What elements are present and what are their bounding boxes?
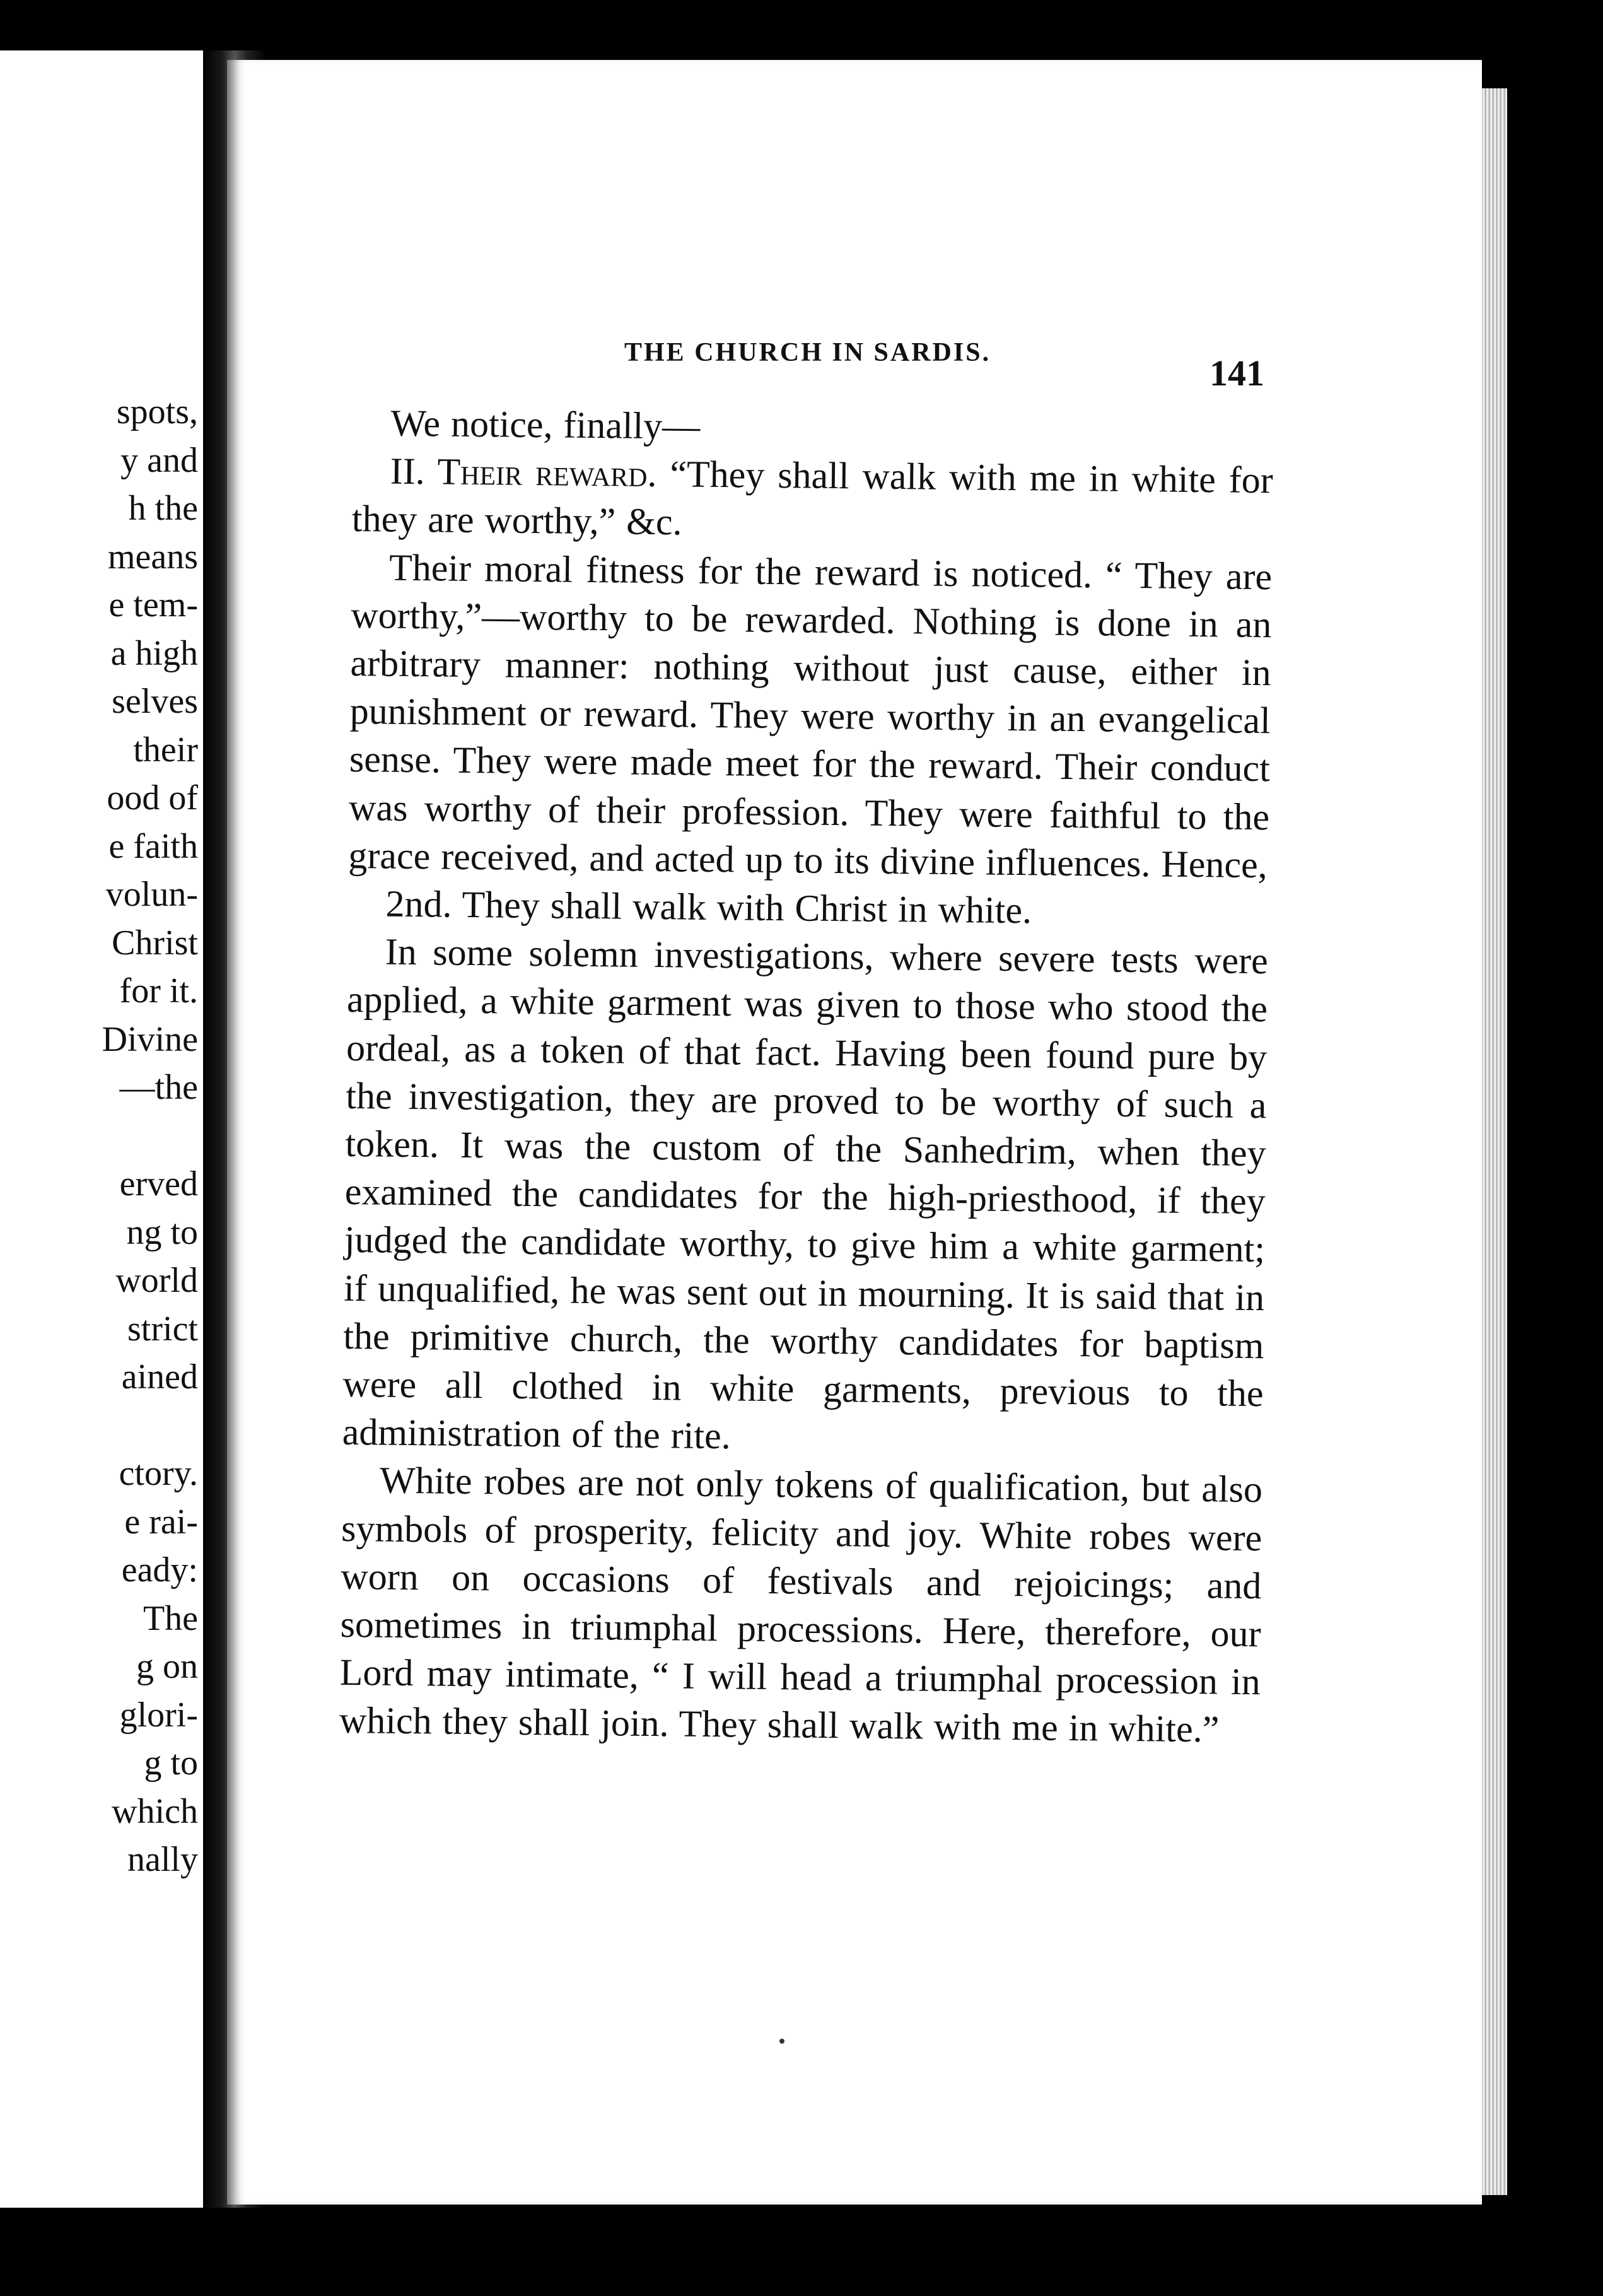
left-page-line: glori- (119, 1695, 198, 1735)
body-text (339, 399, 1274, 1754)
left-page-line: ood of (107, 778, 198, 817)
paragraph: White robes are not only tokens of qualification, but also symbols of prosperity, felicity and joy. White robes were worn on occasions of festivals and rejoicings; and sometimes in triumphal processions. Here, therefore, our Lord may intimate, “ I will head a triumphal procession in which they shall join. They shall walk with me in white.” (339, 1460, 1263, 1750)
paragraph: 2nd. They shall walk with Christ in white. (385, 882, 1032, 932)
left-page-line: y and (120, 440, 198, 480)
left-page-line: strict (127, 1309, 198, 1349)
left-page-line: selves (112, 682, 198, 721)
left-page-text (0, 388, 198, 1884)
running-header: THE CHURCH IN SARDIS. (624, 338, 991, 367)
section-heading: II. Their reward. (390, 450, 657, 495)
left-page-line: ained (121, 1357, 198, 1397)
left-page-line (0, 1402, 198, 1450)
paragraph: We notice, finally— (390, 402, 701, 447)
left-page-line: ng to (126, 1212, 198, 1252)
left-page-line: for it. (119, 971, 198, 1010)
page-number: 141 (1210, 353, 1264, 394)
left-page-line: volun- (105, 875, 198, 914)
paragraph: II. Their reward. “They shall walk with me in white for they are worthy,” &c. (351, 450, 1274, 543)
left-page-line: e tem- (108, 585, 198, 624)
paragraph: In some solemn investigations, where severe tests were applied, a white garment was given to those who stood the ordeal, as a token of that fact. Having been found pure by the investigation, they are proved to be worthy of such a token. It was the custom of the Sanhedrim, when they examined the candidates for the high-priesthood, if they judged the candidate worthy, to give him a white garment; if unqualified, he was sent out in mourning. It is said that in the primitive church, the worthy candidates for baptism were all clothed in white garments, previous to the administration of the rite. (342, 930, 1269, 1457)
left-page-line: a high (110, 633, 198, 673)
left-page-line: Divine (102, 1019, 198, 1059)
left-page (0, 50, 203, 2208)
ink-speck (779, 2039, 784, 2044)
paragraph: Their moral fitness for the reward is noticed. “ They are worthy,”—worthy to be rewarded. Nothing is done in an arbitrary manner: nothing without just cause, either in punishment or reward. They were worthy in an evangelical sense. They were made meet for the reward. Their conduct was worthy of their profession. They were faithful to the grace received, and acted up to its divine influences. Hence, (348, 546, 1273, 886)
page-edge (1482, 88, 1507, 2195)
left-page-line: g to (144, 1743, 198, 1783)
left-page-line: The (143, 1598, 198, 1638)
left-page-line: eady: (121, 1550, 198, 1590)
left-page-line: h the (128, 489, 198, 528)
left-page-line: their (133, 730, 198, 770)
left-page-line: spots, (116, 392, 198, 431)
left-page-line: —the (119, 1068, 198, 1107)
left-page-line: erved (119, 1164, 198, 1204)
left-page-line: Christ (112, 923, 198, 963)
left-page-line: means (107, 537, 198, 577)
left-page-line: e rai- (124, 1502, 198, 1542)
left-page-line: nally (127, 1840, 198, 1879)
left-page-line: ctory. (119, 1454, 198, 1493)
left-page-line: world (115, 1261, 198, 1300)
left-page-line (0, 1112, 198, 1161)
left-page-line: which (112, 1791, 198, 1831)
left-page-line: e faith (108, 826, 198, 866)
left-page-line: g on (136, 1647, 198, 1686)
